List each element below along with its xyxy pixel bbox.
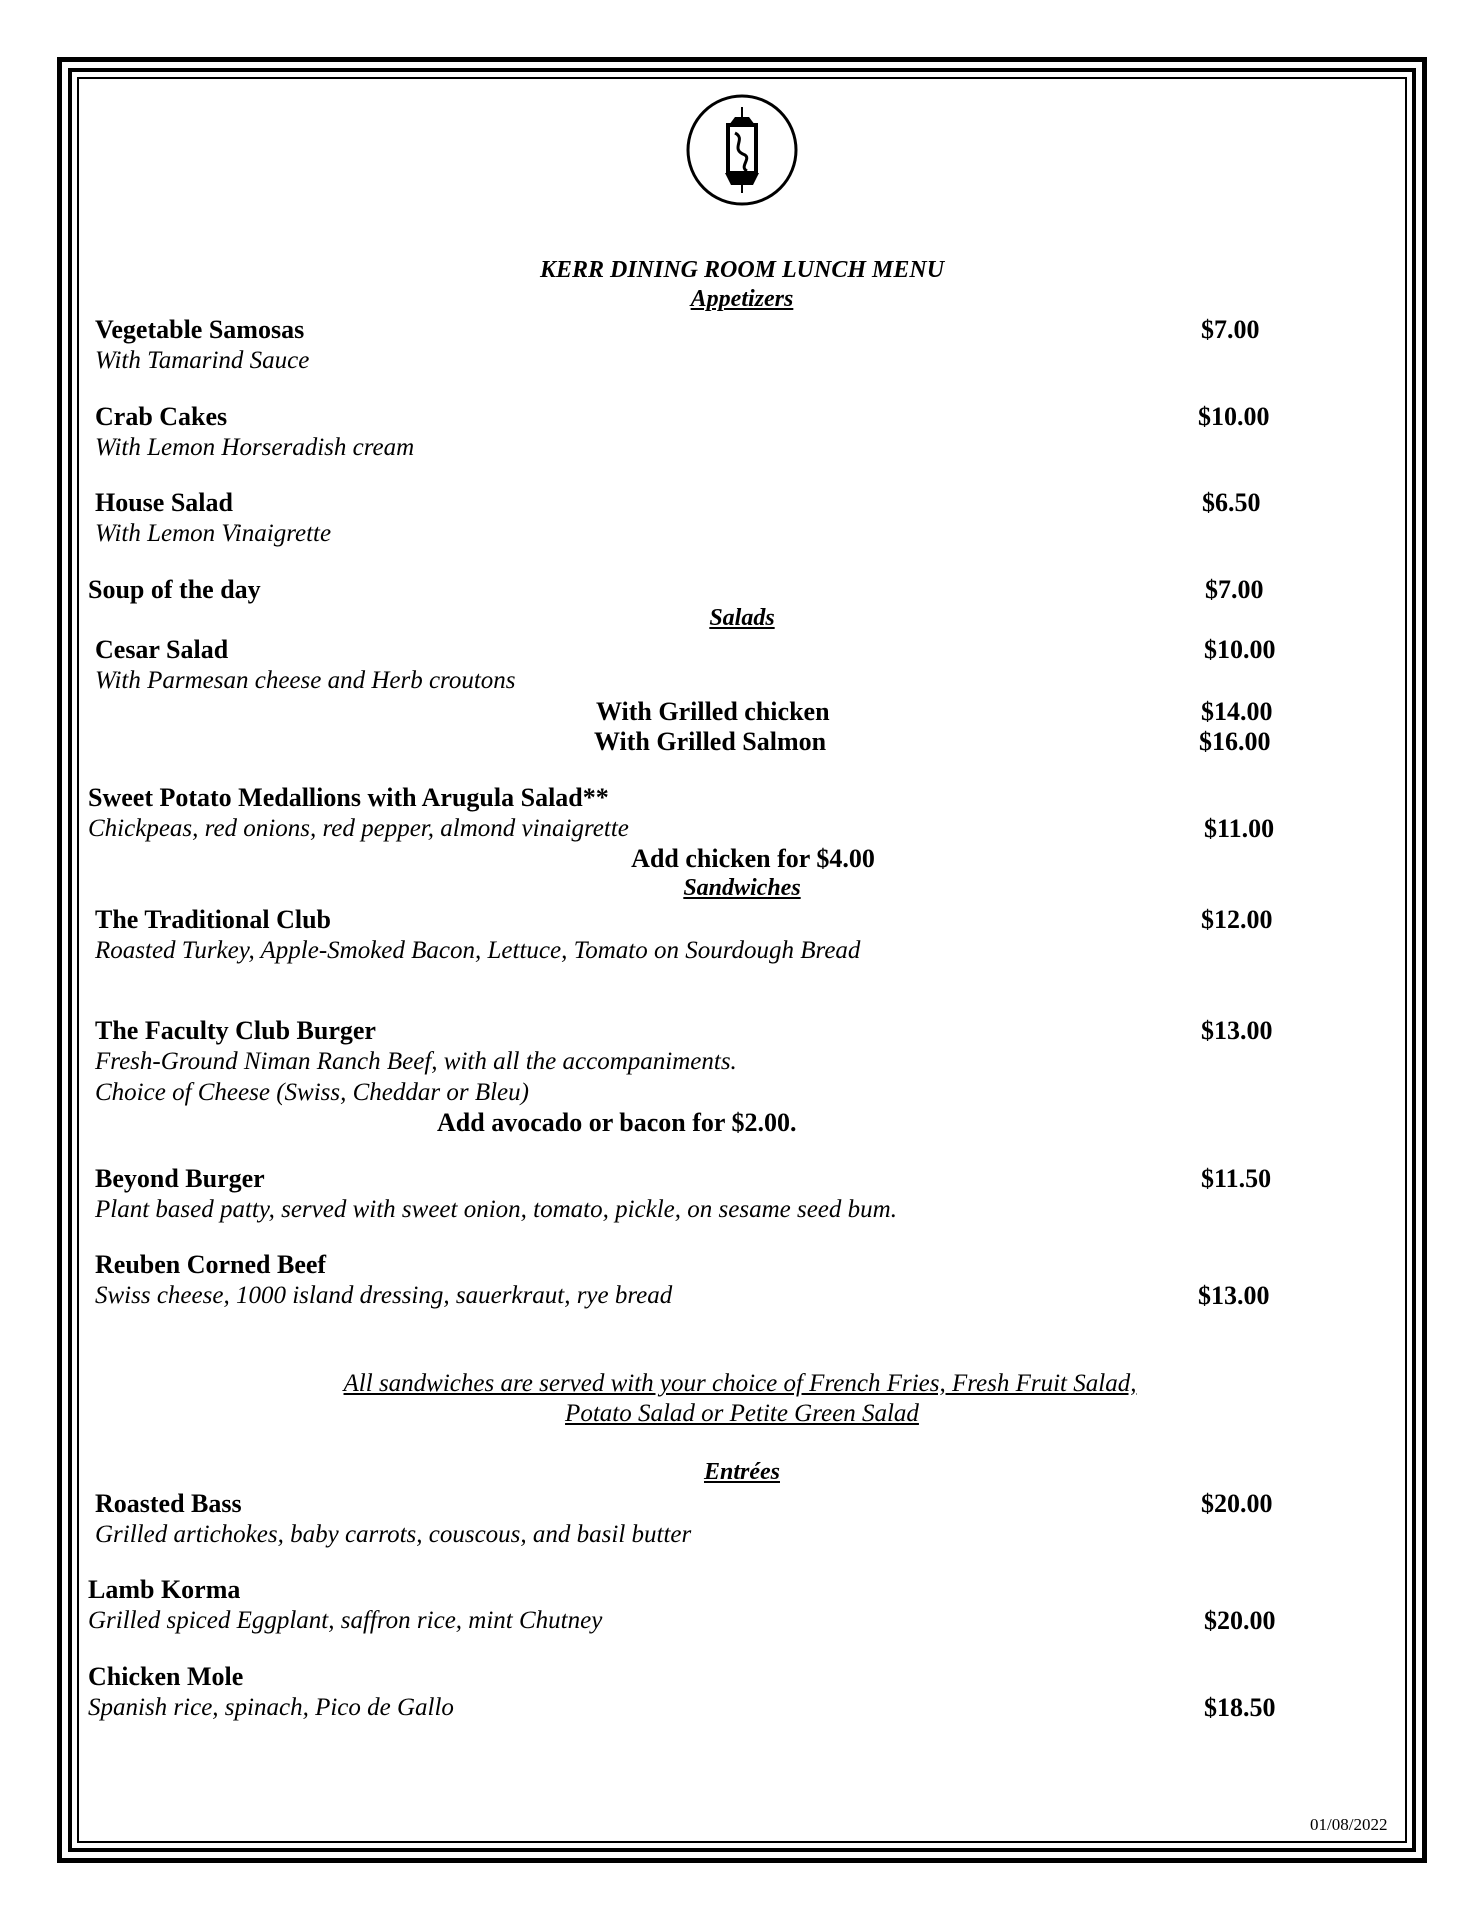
item-description: Chickpeas, red onions, red pepper, almond vinaigrette [88, 815, 629, 842]
sandwich-note: Potato Salad or Petite Green Salad [565, 1400, 919, 1427]
item-description: Swiss cheese, 1000 island dressing, sauerkraut, rye bread [95, 1282, 673, 1309]
item-name: Cesar Salad [95, 635, 229, 664]
item-option: With Grilled chicken [596, 697, 830, 726]
item-name: House Salad [95, 488, 233, 517]
item-price: $11.50 [1201, 1164, 1272, 1193]
item-name: Reuben Corned Beef [95, 1250, 327, 1279]
item-description: With Parmesan cheese and Herb croutons [95, 667, 516, 694]
item-price: $13.00 [1198, 1281, 1270, 1310]
item-name: Crab Cakes [95, 402, 228, 431]
item-price: $7.00 [1201, 315, 1260, 344]
item-option: With Grilled Salmon [594, 727, 827, 756]
item-name: Sweet Potato Medallions with Arugula Salad** [88, 783, 609, 812]
item-name: Vegetable Samosas [95, 315, 305, 344]
item-price: $20.00 [1204, 1606, 1276, 1635]
item-price: $7.00 [1205, 575, 1264, 604]
item-description: Roasted Turkey, Apple-Smoked Bacon, Lettuce, Tomato on Sourdough Bread [95, 937, 861, 964]
item-price: $11.00 [1204, 814, 1275, 843]
item-name: The Faculty Club Burger [95, 1016, 376, 1045]
item-option-price: $16.00 [1199, 727, 1271, 756]
item-description: Spanish rice, spinach, Pico de Gallo [88, 1694, 454, 1721]
item-description: With Lemon Horseradish cream [95, 434, 415, 461]
item-price: $18.50 [1204, 1693, 1276, 1722]
item-name: Roasted Bass [95, 1489, 242, 1518]
section-header-sandwiches: Sandwiches [683, 875, 801, 901]
item-description: With Lemon Vinaigrette [95, 520, 332, 547]
item-name: Beyond Burger [95, 1164, 265, 1193]
item-price: $10.00 [1204, 635, 1276, 664]
item-name: Chicken Mole [88, 1662, 244, 1691]
item-addon: Add avocado or bacon for $2.00. [437, 1108, 797, 1137]
item-description: Plant based patty, served with sweet onion, tomato, pickle, on sesame seed bum. [95, 1196, 897, 1223]
section-header-appetizers: Appetizers [690, 286, 794, 312]
item-price: $10.00 [1198, 402, 1270, 431]
section-header-salads: Salads [709, 605, 775, 631]
item-price: $6.50 [1202, 488, 1261, 517]
menu-date: 01/08/2022 [1310, 1815, 1388, 1834]
item-option-price: $14.00 [1201, 697, 1273, 726]
item-price: $12.00 [1201, 905, 1273, 934]
section-header-entrees: Entrées [703, 1459, 780, 1485]
item-description: Fresh-Ground Niman Ranch Beef, with all the accompaniments. [95, 1048, 737, 1075]
sandwich-note: All sandwiches are served with your choice of French Fries, Fresh Fruit Salad, [343, 1370, 1137, 1397]
item-name: The Traditional Club [95, 905, 331, 934]
item-description: Choice of Cheese (Swiss, Cheddar or Bleu) [95, 1079, 529, 1106]
item-name: Lamb Korma [88, 1575, 241, 1604]
item-price: $13.00 [1201, 1016, 1273, 1045]
lantern-logo-icon [685, 93, 799, 207]
item-description: With Tamarind Sauce [95, 347, 310, 374]
item-name: Soup of the day [88, 575, 261, 604]
item-description: Grilled artichokes, baby carrots, couscous, and basil butter [95, 1521, 692, 1548]
item-description: Grilled spiced Eggplant, saffron rice, mint Chutney [88, 1607, 603, 1634]
menu-title: KERR DINING ROOM LUNCH MENU [539, 257, 945, 283]
item-price: $20.00 [1201, 1489, 1273, 1518]
item-addon: Add chicken for $4.00 [631, 844, 875, 873]
